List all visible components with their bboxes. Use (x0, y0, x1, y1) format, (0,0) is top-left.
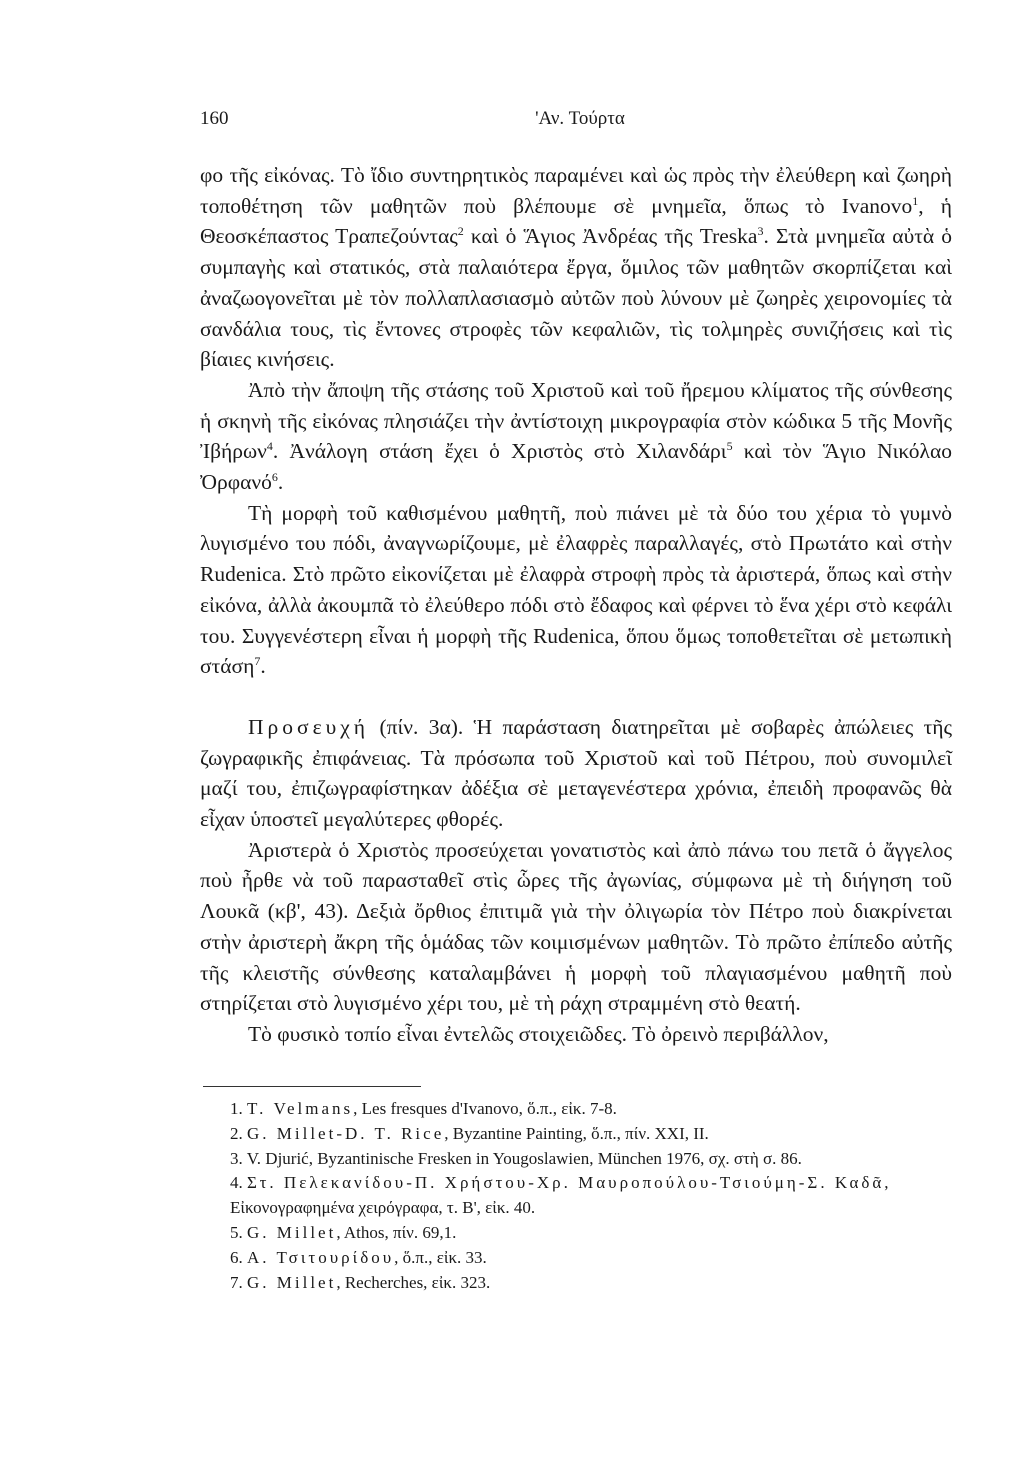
footnote-item: 6. Α. Τσιτουρίδου, ὅ.π., εἰκ. 33. (230, 1247, 487, 1267)
footnote-ref[interactable]: 4 (266, 439, 273, 454)
section-title: Προσευχή (248, 714, 370, 739)
footnote-item: 2. G. Millet-D. T. Rice, Byzantine Painting, ὅ.π., πίν. XXI, II. (230, 1123, 709, 1143)
footnote-ref[interactable]: 5 (726, 439, 733, 454)
paragraph-2: Ἀπὸ τὴν ἄποψη τῆς στάσης τοῦ Χριστοῦ καὶ τοῦ ἤρεμου κλίματος τῆς σύνθεσης ἡ σκηνὴ τῆς εἰκόνας πλησιάζει τὴν ἀντίστοιχη μικρογραφία στὸν κώδικα 5 τῆς Μονῆς Ἰβήρων$^4$. Ἀνάλογη στάση ἔχει ὁ Χριστὸς στὸ Χιλανδάρι$^5$ καὶ τὸν Ἅγιο Νικόλαο Ὀρφανό$^6$. (200, 377, 952, 495)
paragraph-4: Προσευχή (πίν. 3α). Ἡ παράσταση διατηρεῖται μὲ σοβαρὲς ἀπώλειες τῆς ζωγραφικῆς ἐπιφάνειας. Τὰ πρόσωπα τοῦ Χριστοῦ καὶ τοῦ Πέτρου, ποὺ συνομιλεῖ μαζί του, ἐπιζωγραφίστηκαν ἀδέξια σὲ μεταγενέστερα χρόνια, ἐπειδὴ προφανῶς θὰ εἶχαν ὑποστεῖ μεγαλύτερες φθορές. (200, 714, 952, 832)
footnote-divider (203, 1086, 421, 1087)
paragraph-3: Τὴ μορφὴ τοῦ καθισμένου μαθητῆ, ποὺ πιάνει μὲ τὰ δύο του χέρια τὸ γυμνὸ λυγισμένο του πόδι, ἀναγνωρίζουμε, μὲ ἐλαφρὲς παραλλαγές, στὸ Πρωτάτο καὶ στὴν Rudenica. Στὸ πρῶτο εἰκονίζεται μὲ ἐλαφρὰ στροφὴ πρὸς τὰ ἀριστερά, ὅπως καὶ στὴν εἰκόνα, ἀλλὰ ἀκουμπᾶ τὸ ἐλεύθερο πόδι στὸ ἔδαφος καὶ φέρνει τὸ ἕνα χέρι στὸ κεφάλι του. Συγγενέστερη εἶναι ἡ μορφὴ τῆς Rudenica, ὅπου ὅμως τοποθετεῖται σὲ μετωπικὴ στάση$^7$. (200, 500, 952, 679)
body-text (200, 160, 952, 1050)
page-number: 160 (200, 108, 229, 129)
paragraph-1: φο τῆς εἰκόνας. Τὸ ἴδιο συντηρητικὸς παραμένει καὶ ὡς πρὸς τὴν ἐλεύθερη καὶ ζωηρὴ τοποθέτηση τῶν μαθητῶν ποὺ βλέπουμε σὲ μνημεῖα, ὅπως τὸ Ivanovo$^1$, ἡ Θεοσκέπαστος Τραπεζούντας$^2$ καὶ ὁ Ἅγιος Ἀνδρέας τῆς Treska$^3$. Στὰ μνημεῖα αὐτὰ ὁ συμπαγὴς καὶ στατικός, στὰ παλαιότερα ἔργα, ὅμιλος τῶν μαθητῶν σκορπίζεται καὶ ἀναζωογονεῖται μὲ τὸν πολλαπλασιασμὸ αὐτῶν ποὺ λύνουν μὲ ζωηρὲς χειρονομίες τὰ σανδάλια τους, τὶς ἔντονες στροφὲς τῶν κεφαλιῶν, τὶς τολμηρὲς συνιζήσεις καὶ τὶς βίαιες κινήσεις. (200, 163, 953, 372)
footnote-ref[interactable]: 1 (912, 193, 919, 208)
footnote-item: 4. Στ. Πελεκανίδου-Π. Χρήστου-Χρ. Μαυροπούλου-Τσιούμη-Σ. Καδᾶ, Εἰκονογραφημένα χειρόγραφα, τ. Β', εἰκ. 40. (230, 1173, 889, 1218)
footnote-item: 5. G. Millet, Athos, πίν. 69,1. (230, 1222, 457, 1242)
running-head: 'Αν. Τούρτα (535, 108, 625, 129)
footnote-ref[interactable]: 7 (254, 654, 261, 669)
page-header (200, 108, 950, 134)
footnote-item: 7. G. Millet, Recherches, εἰκ. 323. (230, 1272, 491, 1292)
footnote-item: 1. Τ. Velmans, Les fresques d'Ivanovo, ὅ.π., εἰκ. 7-8. (230, 1099, 617, 1118)
footnote-ref[interactable]: 6 (271, 469, 278, 484)
paragraph-5: Ἀριστερὰ ὁ Χριστὸς προσεύχεται γονατιστὸς καὶ ἀπὸ πάνω του πετᾶ ὁ ἄγγελος ποὺ ἦρθε νὰ τοῦ παρασταθεῖ στὶς ὧρες τῆς ἀγωνίας, σύμφωνα μὲ τὴ διήγηση τοῦ Λουκᾶ (κβ', 43). Δεξιὰ ὄρθιος ἐπιτιμᾶ γιὰ τὴν ὀλιγωρία τὸν Πέτρο ποὺ διακρίνεται στὴν ἀριστερὴ ἄκρη τῆς ὁμάδας τῶν κοιμισμένων μαθητῶν. Τὸ πρῶτο ἐπίπεδο αὐτῆς τῆς κλειστῆς σύνθεσης καταλαμβάνει ἡ μορφὴ τοῦ πλαγιασμένου μαθητῆ ποὺ στηρίζεται στὸ λυγισμένο χέρι του, μὲ τὴ ράχη στραμμένη στὸ θεατή. (200, 837, 952, 1016)
footnote-ref[interactable]: 2 (457, 224, 464, 239)
footnotes (200, 1097, 952, 1295)
footnote-item: 3. V. Djurić, Byzantinische Fresken in Yougoslawien, München 1976, σχ. στὴ σ. 86. (230, 1148, 802, 1168)
paragraph-6: Τὸ φυσικὸ τοπίο εἶναι ἐντελῶς στοιχειῶδες. Τὸ ὀρεινὸ περιβάλλον, (248, 1021, 829, 1046)
footnote-ref[interactable]: 3 (757, 224, 764, 239)
